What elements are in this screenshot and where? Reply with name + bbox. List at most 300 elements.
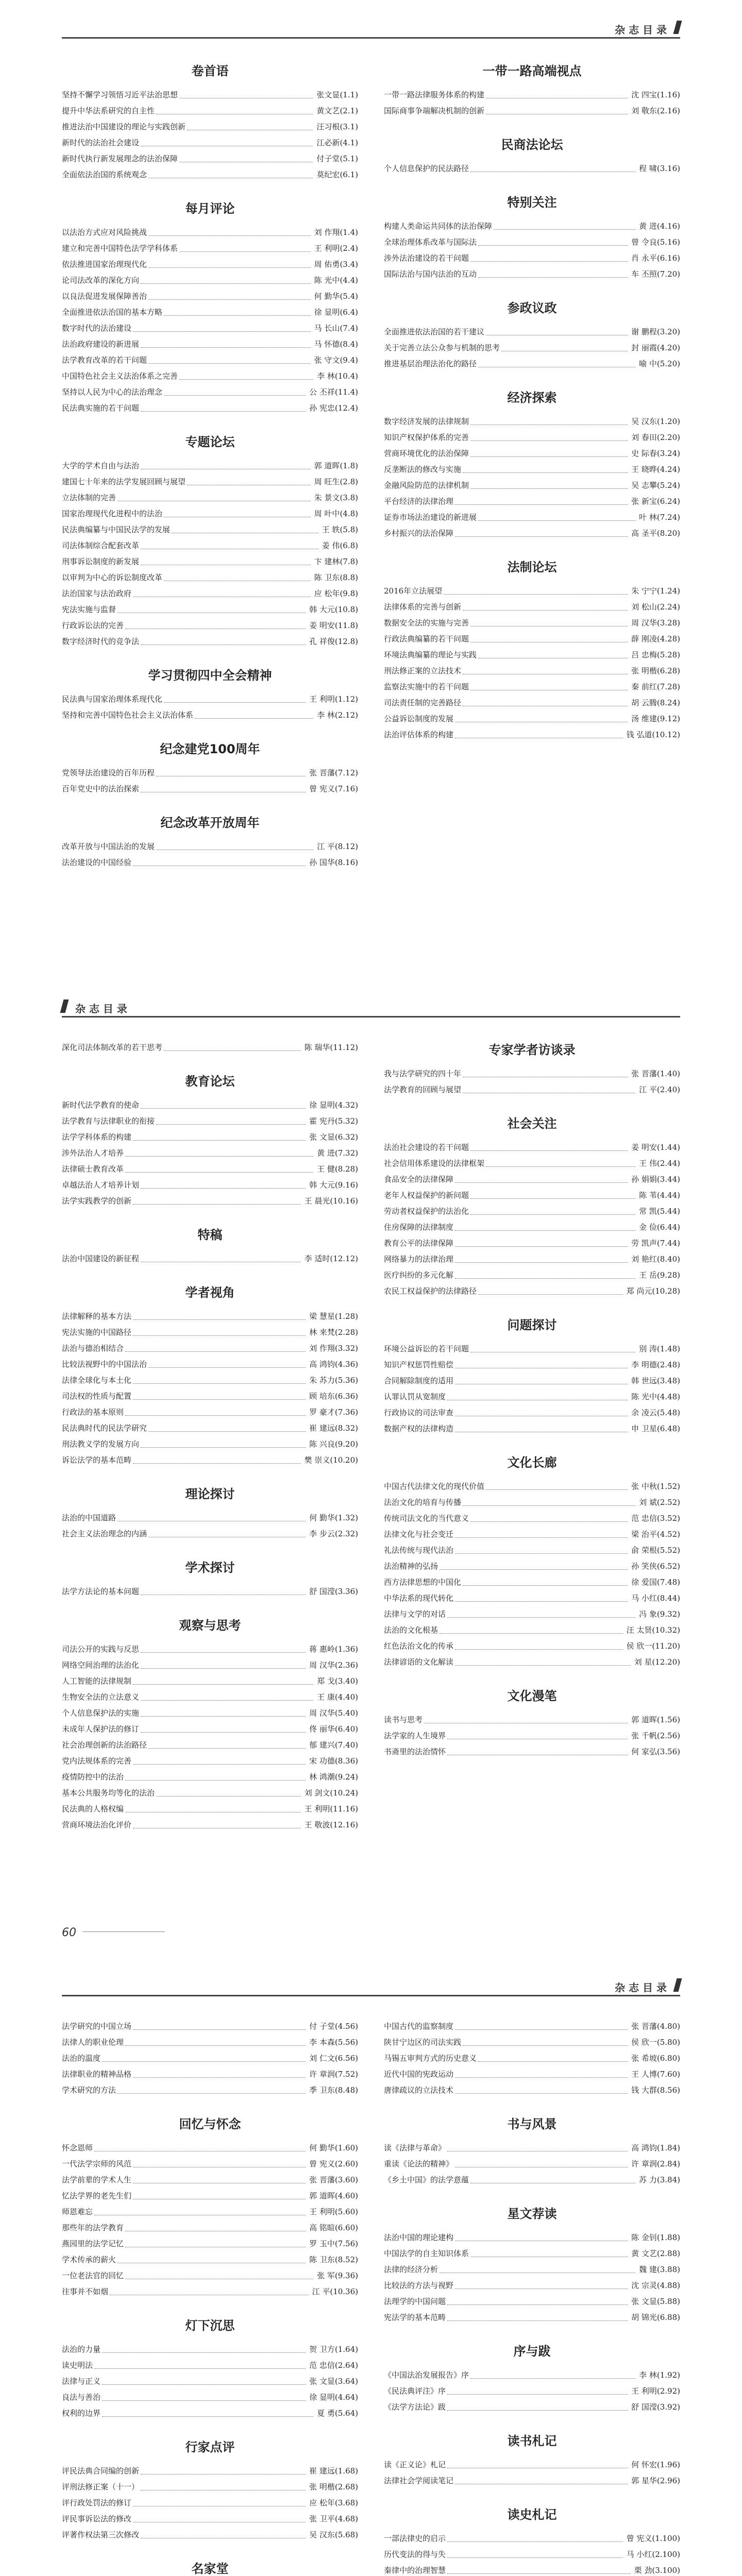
entry-title: 国家治理现代化进程中的法治 [62, 509, 163, 518]
entry-page-ref: (4.40) [334, 1692, 358, 1702]
entry-page-ref: (4.32) [334, 1100, 358, 1110]
entry-author: 林 鸿潮 [309, 1772, 335, 1782]
toc-entry[interactable] [384, 1638, 680, 1654]
toc-entry[interactable] [62, 257, 358, 273]
toc-entry[interactable] [62, 1785, 358, 1801]
entry-title: 坚持不懈学习领悟习近平法治思想 [62, 90, 178, 99]
leader-dots [125, 1780, 306, 1781]
toc-entry[interactable] [62, 336, 358, 352]
toc-entry[interactable] [384, 446, 680, 462]
toc-entry[interactable] [62, 2268, 358, 2284]
entry-page-ref: (9.28) [656, 1270, 680, 1280]
toc-entry[interactable] [62, 2374, 358, 2389]
entry-title: 监察法实施中的若干问题 [384, 682, 469, 691]
toc-entry[interactable] [62, 2405, 358, 2421]
entry-author: 付子堂 [316, 154, 340, 163]
toc-entry[interactable] [62, 2236, 358, 2252]
entry-author: 张 中秋 [631, 1482, 657, 1491]
toc-entry[interactable] [384, 340, 680, 356]
toc-entry[interactable] [384, 2050, 680, 2066]
entry-author: 贺 卫方 [309, 2345, 335, 2354]
toc-entry[interactable] [62, 2066, 358, 2082]
toc-entry[interactable] [62, 119, 358, 135]
toc-entry[interactable] [62, 1113, 358, 1129]
toc-entry[interactable] [384, 1204, 680, 1219]
toc-entry[interactable] [62, 1452, 358, 1468]
toc-entry[interactable] [62, 2342, 358, 2358]
toc-entry[interactable] [62, 273, 358, 289]
toc-entry[interactable] [384, 1140, 680, 1156]
entry-title: 构建人类命运共同体的法治保障 [384, 222, 493, 231]
toc-entry[interactable] [384, 1622, 680, 1638]
toc-entry[interactable] [384, 2310, 680, 2326]
masthead-title: 杂 志 目 录 [615, 24, 667, 36]
toc-entry[interactable] [384, 218, 680, 234]
toc-entry[interactable] [62, 1510, 358, 1526]
toc-entry[interactable] [62, 602, 358, 618]
entry-author: 周 叶中 [314, 509, 340, 518]
entry-title: 金融风险防范的法律机制 [384, 481, 469, 490]
toc-entry[interactable] [62, 1040, 358, 1056]
toc-entry[interactable] [384, 1511, 680, 1527]
entry-author: 罗 豪才 [309, 1408, 335, 1417]
toc-entry[interactable] [384, 1082, 680, 1098]
entry-page-ref: (4.1) [340, 138, 358, 147]
toc-entry[interactable] [384, 2140, 680, 2156]
toc-entry[interactable] [384, 1574, 680, 1590]
toc-entry[interactable] [384, 1543, 680, 1558]
toc-entry[interactable] [384, 647, 680, 663]
entry-author: 马 小红 [626, 2550, 652, 2559]
toc-entry[interactable] [384, 1251, 680, 1267]
toc-entry[interactable] [62, 368, 358, 384]
entry-title: 生物安全法的立法意义 [62, 1692, 140, 1702]
entry-title: 党内法规体系的完善 [62, 1756, 132, 1766]
entry-author: 孙 娟娟 [631, 1175, 657, 1184]
section-heading: 读史札记 [507, 2507, 557, 2522]
toc-entry[interactable] [62, 1129, 358, 1145]
entry-author: 陈 卫东 [309, 2255, 335, 2264]
toc-entry[interactable] [62, 554, 358, 570]
entry-title: 法治的文化根基 [384, 1625, 439, 1635]
leader-dots [486, 1489, 628, 1490]
toc-entry[interactable] [62, 384, 358, 400]
entry-title: 以良法促进发展保障善治 [62, 292, 147, 301]
toc-entry[interactable] [384, 234, 680, 250]
toc-entry[interactable] [62, 1689, 358, 1705]
toc-entry[interactable] [62, 87, 358, 103]
entry-page-ref: (6.52) [656, 1562, 680, 1571]
leader-dots [148, 363, 311, 364]
leader-dots [470, 1214, 635, 1215]
toc-entry[interactable] [62, 304, 358, 320]
toc-entry[interactable] [62, 1584, 358, 1600]
toc-entry[interactable] [62, 1404, 358, 1420]
leader-dots [117, 2093, 306, 2094]
entry-author: 陈 卫东 [314, 573, 340, 582]
toc-entry[interactable] [384, 250, 680, 266]
toc-entry[interactable] [384, 2172, 680, 2188]
toc-entry[interactable] [384, 695, 680, 711]
entry-author: 刘 松山 [631, 602, 657, 612]
entry-author: 何 怀宏 [631, 2460, 657, 2469]
toc-entry[interactable] [62, 2284, 358, 2300]
entry-page-ref: (8.12) [334, 842, 358, 851]
toc-entry[interactable] [384, 161, 680, 177]
entry-title: 法治中国建设的新征程 [62, 1254, 140, 1263]
toc-entry[interactable] [384, 2383, 680, 2399]
entry-page-ref: (6.48) [656, 1424, 680, 1433]
toc-entry[interactable] [62, 2019, 358, 2035]
entry-title: 法律与文学的对话 [384, 1609, 446, 1619]
entry-author: 范 忠信 [631, 1514, 657, 1523]
toc-entry[interactable] [384, 711, 680, 727]
toc-entry[interactable] [384, 615, 680, 631]
entry-page-ref: (7.56) [334, 2239, 358, 2248]
entry-title: 比较法的方法与视野 [384, 2281, 454, 2290]
toc-entry[interactable] [62, 1372, 358, 1388]
toc-entry[interactable] [62, 490, 358, 506]
entry-page-ref: (7.4) [340, 324, 358, 333]
toc-entry[interactable] [384, 414, 680, 430]
entry-title: 法律硕士教育改革 [62, 1164, 124, 1174]
leader-dots [179, 251, 311, 252]
leader-dots [440, 1633, 623, 1634]
toc-entry[interactable] [62, 2527, 358, 2543]
toc-entry[interactable] [62, 1145, 358, 1161]
toc-entry[interactable] [62, 2050, 358, 2066]
toc-entry[interactable] [384, 1654, 680, 1670]
toc-entry[interactable] [384, 1389, 680, 1405]
leader-dots [470, 488, 628, 489]
toc-entry[interactable] [384, 583, 680, 599]
toc-entry[interactable] [384, 1527, 680, 1543]
toc-entry[interactable] [384, 510, 680, 526]
toc-entry[interactable] [62, 2140, 358, 2156]
toc-entry[interactable] [384, 1479, 680, 1495]
leader-dots [478, 245, 628, 246]
toc-entry[interactable] [384, 2457, 680, 2473]
toc-entry[interactable] [62, 2156, 358, 2172]
toc-entry[interactable] [62, 1705, 358, 1721]
toc-entry[interactable] [62, 241, 358, 257]
toc-entry[interactable] [62, 586, 358, 602]
entry-title: 法律体系的完善与创新 [384, 602, 462, 612]
toc-entry[interactable] [384, 631, 680, 647]
toc-entry[interactable] [384, 1495, 680, 1511]
toc-entry[interactable] [62, 1325, 358, 1341]
toc-entry[interactable] [62, 1436, 358, 1452]
toc-entry[interactable] [384, 1744, 680, 1760]
entry-title: 全面依法治国的系统观念 [62, 170, 147, 179]
toc-entry[interactable] [62, 1737, 358, 1753]
toc-entry[interactable] [384, 103, 680, 119]
toc-entry[interactable] [384, 1405, 680, 1421]
entry-author: 霍 宪丹 [309, 1116, 335, 1126]
toc-entry[interactable] [62, 1657, 358, 1673]
entry-title: 建国七十年来的法学发展回顾与展望 [62, 477, 186, 486]
toc-entry[interactable] [62, 1161, 358, 1177]
entry-author: 孔 祥俊 [309, 637, 335, 646]
toc-entry[interactable] [384, 679, 680, 695]
toc-entry[interactable] [62, 2204, 358, 2220]
entry-title: 中国古代法律文化的现代价值 [384, 1482, 485, 1491]
entry-title: 西方法律思想的中国化 [384, 1578, 462, 1587]
entry-author: 黄 文艺 [631, 2249, 657, 2258]
toc-entry[interactable] [62, 634, 358, 650]
toc-entry[interactable] [62, 2188, 358, 2204]
toc-entry[interactable] [384, 1267, 680, 1283]
toc-entry[interactable] [384, 2547, 680, 2563]
toc-entry[interactable] [384, 1283, 680, 1299]
toc-entry[interactable] [384, 2399, 680, 2415]
toc-entry[interactable] [62, 691, 358, 707]
section-heading: 经济探索 [507, 391, 557, 405]
entry-title: 法学家的人生境界 [384, 1731, 446, 1740]
entry-title: 刑法教义学的发展方向 [62, 1439, 140, 1449]
entry-page-ref: (4.68) [334, 2514, 358, 2523]
toc-entry[interactable] [384, 1421, 680, 1437]
toc-entry[interactable] [384, 356, 680, 372]
entry-author: 孙 宪忠 [309, 403, 335, 413]
toc-entry[interactable] [62, 352, 358, 368]
toc-entry[interactable] [62, 538, 358, 554]
toc-entry[interactable] [62, 506, 358, 522]
toc-entry[interactable] [62, 1721, 358, 1737]
leader-dots [164, 1050, 301, 1051]
toc-entry[interactable] [62, 1801, 358, 1817]
entry-author: 李 本森 [309, 2038, 335, 2047]
entry-author: 何 勤华 [314, 292, 340, 301]
entry-page-ref: (7.8) [340, 557, 358, 566]
leader-dots [447, 2394, 628, 2395]
toc-entry[interactable] [62, 855, 358, 871]
toc-entry[interactable] [62, 1641, 358, 1657]
toc-entry[interactable] [62, 522, 358, 538]
toc-entry[interactable] [62, 1341, 358, 1357]
toc-entry[interactable] [62, 1673, 358, 1689]
toc-entry[interactable] [384, 2563, 680, 2576]
toc-entry[interactable] [62, 1769, 358, 1785]
toc-entry[interactable] [384, 526, 680, 541]
toc-entry[interactable] [62, 570, 358, 586]
toc-entry[interactable] [62, 151, 358, 167]
toc-entry[interactable] [384, 462, 680, 478]
entry-title: 法治的中国道路 [62, 1513, 116, 1522]
leader-dots [455, 1665, 631, 1666]
toc-entry[interactable] [62, 781, 358, 797]
toc-entry[interactable] [384, 430, 680, 446]
section-heading: 纪念改革开放周年 [160, 816, 260, 830]
toc-entry[interactable] [62, 2220, 358, 2236]
entry-title: 宪法实施的中国路径 [62, 1328, 132, 1337]
section-heading: 文化漫笔 [507, 1689, 557, 1703]
toc-entry[interactable] [62, 1420, 358, 1436]
toc-entry[interactable] [62, 1388, 358, 1404]
toc-entry[interactable] [384, 1728, 680, 1744]
toc-entry[interactable] [384, 1590, 680, 1606]
toc-entry[interactable] [62, 2035, 358, 2050]
leader-dots [455, 1278, 635, 1279]
entry-author: 胡 云腾 [631, 698, 657, 707]
toc-entry[interactable] [62, 1753, 358, 1769]
toc-entry[interactable] [384, 1156, 680, 1172]
toc-entry[interactable] [384, 2246, 680, 2262]
entry-page-ref: (2.4) [340, 244, 358, 253]
toc-entry[interactable] [62, 289, 358, 304]
toc-entry[interactable] [62, 2389, 358, 2405]
entry-title: 师恩难忘 [62, 2207, 93, 2216]
toc-entry[interactable] [384, 478, 680, 494]
toc-entry[interactable] [62, 765, 358, 781]
toc-entry[interactable] [62, 839, 358, 855]
entry-author: 罗 玉中 [309, 2239, 335, 2248]
toc-entry[interactable] [384, 599, 680, 615]
toc-entry[interactable] [62, 2082, 358, 2098]
toc-entry[interactable] [384, 494, 680, 510]
entry-author: 何 勤华 [309, 1513, 335, 1522]
entry-author: 王 利明 [309, 694, 335, 704]
entry-title: 法律谚语的文化解读 [384, 1657, 454, 1667]
toc-entry[interactable] [384, 87, 680, 103]
toc-entry[interactable] [62, 2495, 358, 2511]
entry-author: 韩 大元 [309, 605, 335, 614]
entry-page-ref: (3.68) [334, 2498, 358, 2507]
toc-entry[interactable] [62, 707, 358, 723]
toc-entry[interactable] [384, 2473, 680, 2489]
toc-entry[interactable] [384, 2066, 680, 2082]
toc-entry[interactable] [62, 135, 358, 151]
section-heading: 观察与思考 [179, 1618, 241, 1633]
toc-entry[interactable] [384, 1188, 680, 1204]
entry-page-ref: (7.48) [656, 1578, 680, 1587]
entry-author: 李 林 [317, 371, 335, 381]
toc-entry[interactable] [62, 2463, 358, 2479]
toc-entry[interactable] [384, 2262, 680, 2278]
toc-entry[interactable] [384, 266, 680, 282]
entry-author: 陈 光中 [314, 276, 340, 285]
entry-author: 卞 建林 [314, 557, 340, 566]
section-heading: 卷首语 [191, 64, 229, 78]
toc-entry[interactable] [384, 1606, 680, 1622]
toc-entry[interactable] [62, 1526, 358, 1542]
entry-author: 叶 林 [639, 513, 657, 522]
entry-page-ref: (4.8) [340, 509, 358, 518]
entry-page-ref: (1.48) [656, 1344, 680, 1353]
toc-entry[interactable] [62, 225, 358, 241]
toc-entry[interactable] [62, 1309, 358, 1325]
toc-entry[interactable] [384, 2035, 680, 2050]
toc-entry[interactable] [384, 663, 680, 679]
leader-dots [455, 1230, 635, 1231]
toc-entry[interactable] [384, 1712, 680, 1728]
toc-entry[interactable] [384, 2082, 680, 2098]
leader-dots [455, 1537, 628, 1538]
entry-page-ref: (2.64) [334, 2361, 358, 2370]
entry-page-ref: (4.56) [334, 2022, 358, 2031]
entry-page-ref: (5.36) [334, 1376, 358, 1385]
toc-entry[interactable] [384, 1341, 680, 1357]
toc-entry[interactable] [62, 2252, 358, 2268]
toc-entry[interactable] [384, 2531, 680, 2547]
entry-author: 张 军 [317, 2271, 335, 2280]
toc-entry[interactable] [384, 1558, 680, 1574]
toc-entry[interactable] [62, 2479, 358, 2495]
leader-dots [141, 283, 311, 284]
toc-entry[interactable] [62, 103, 358, 119]
toc-entry[interactable] [384, 727, 680, 743]
toc-entry[interactable] [384, 1066, 680, 1082]
entry-page-ref: (8.48) [334, 2086, 358, 2095]
entry-title: 劳动者权益保护的法治化 [384, 1207, 469, 1216]
toc-entry[interactable] [62, 400, 358, 416]
entry-author: 劳 凯声 [631, 1239, 657, 1248]
page-header [62, 21, 680, 39]
entry-author: 马 怀德 [314, 340, 340, 349]
toc-page [0, 0, 742, 979]
toc-entry[interactable] [384, 1373, 680, 1389]
entry-title: 法学教育与法律职业的衔接 [62, 1116, 155, 1126]
toc-entry[interactable] [62, 2511, 358, 2527]
toc-entry[interactable] [62, 1357, 358, 1372]
entry-page-ref: (10.32) [652, 1625, 680, 1635]
toc-entry[interactable] [62, 458, 358, 474]
entry-author: 张 明楷 [631, 666, 657, 675]
entry-title: 法律与正义 [62, 2377, 101, 2386]
entry-page-ref: (2.1) [340, 106, 358, 115]
toc-entry[interactable] [62, 618, 358, 634]
toc-entry[interactable] [62, 1193, 358, 1209]
toc-entry[interactable] [384, 2278, 680, 2294]
toc-entry[interactable] [384, 1172, 680, 1188]
entry-page-ref: (8.16) [334, 858, 358, 867]
toc-entry[interactable] [384, 2367, 680, 2383]
entry-page-ref: (4.36) [334, 1360, 358, 1369]
toc-entry[interactable] [62, 2172, 358, 2188]
entry-page-ref: (1.1) [340, 90, 358, 99]
toc-entry[interactable] [62, 1251, 358, 1267]
toc-entry[interactable] [62, 167, 358, 183]
entry-page-ref: (1.96) [656, 2460, 680, 2469]
toc-entry[interactable] [62, 2358, 358, 2374]
toc-entry[interactable] [384, 1235, 680, 1251]
toc-entry[interactable] [384, 2294, 680, 2310]
toc-entry[interactable] [384, 324, 680, 340]
entry-title: 数据产权的法律构造 [384, 1424, 454, 1433]
leader-dots [463, 472, 628, 473]
toc-entry[interactable] [384, 1357, 680, 1373]
toc-entry[interactable] [62, 1817, 358, 1833]
toc-entry[interactable] [62, 320, 358, 336]
toc-entry[interactable] [384, 2156, 680, 2172]
toc-entry[interactable] [62, 1097, 358, 1113]
toc-entry[interactable] [62, 474, 358, 490]
leader-dots [455, 1246, 628, 1247]
entry-author: 王 敬波 [304, 1820, 330, 1829]
toc-entry[interactable] [384, 2230, 680, 2246]
toc-entry[interactable] [384, 1219, 680, 1235]
entry-title: 新时代法学教育的使命 [62, 1100, 140, 1110]
toc-entry[interactable] [62, 1177, 358, 1193]
toc-entry[interactable] [384, 2019, 680, 2035]
entry-author: 沈 四宝 [631, 90, 657, 99]
entry-title: 法治中国的理论建构 [384, 2233, 454, 2242]
entry-page-ref: (4.48) [656, 1392, 680, 1401]
entry-page-ref: (2.52) [656, 1498, 680, 1507]
entry-author: 高 圣平 [631, 529, 657, 538]
entry-page-ref: (2.36) [334, 1660, 358, 1670]
entry-title: 推进法治中国建设的理论与实践创新 [62, 122, 186, 131]
